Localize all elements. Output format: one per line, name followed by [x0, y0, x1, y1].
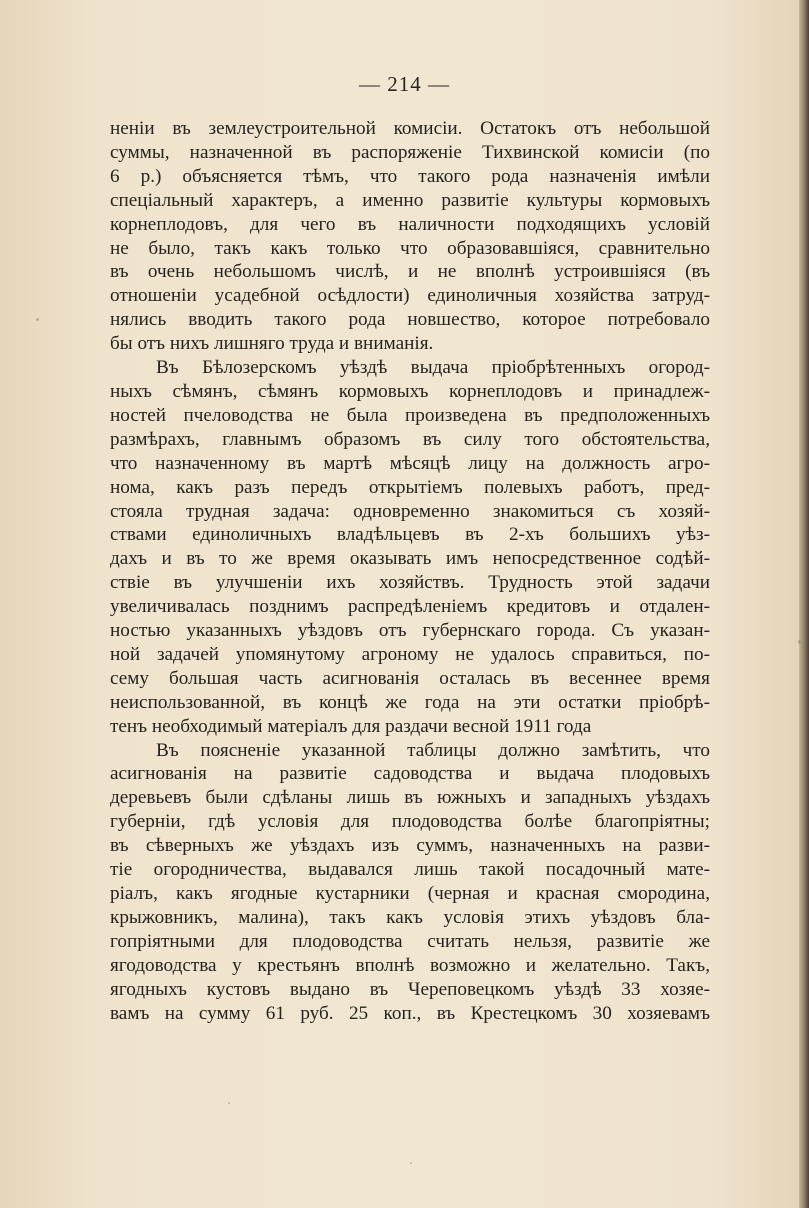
page-edge-shadow: [799, 0, 809, 1208]
text-line: нома, какъ разъ передъ открытіемъ полевыхъ работъ, пред-: [110, 476, 710, 498]
text-line: вамъ на сумму 61 руб. 25 коп., въ Крестецкомъ 30 хозяевамъ: [110, 1002, 710, 1024]
text-line: Въ Бѣлозерскомъ уѣздѣ выдача пріобрѣтенныхъ огород-: [156, 357, 710, 379]
body-text: [110, 117, 710, 1025]
text-line: губерніи, гдѣ условія для плодоводства болѣе благопріятны;: [110, 811, 710, 833]
text-line: крыжовникъ, малина), такъ какъ условія этихъ уѣздовъ бла-: [110, 906, 710, 928]
text-line: размѣрахъ, главнымъ образомъ въ силу того обстоятельства,: [110, 428, 710, 450]
text-line: бы отъ нихъ лишняго труда и вниманія.: [110, 333, 434, 355]
text-line: ныхъ сѣмянъ, сѣмянъ кормовыхъ корнеплодовъ и принадлеж-: [110, 380, 710, 402]
text-line: гопріятными для плодоводства считать нельзя, развитіе же: [110, 930, 710, 952]
text-line: тенъ необходимый матеріалъ для раздачи весной 1911 года: [110, 715, 592, 737]
text-line: ностью указанныхъ уѣздовъ отъ губернскаго города. Съ указан-: [110, 620, 710, 642]
text-line: 6 р.) объясняется тѣмъ, что такого рода назначенія имѣли: [110, 165, 710, 187]
paper-speck: [228, 1102, 230, 1104]
text-line: отношеніи усадебной осѣдлости) единоличныя хозяйства затруд-: [110, 285, 710, 307]
page-number: — 214 —: [359, 72, 450, 96]
text-line: суммы, назначенной въ распоряженіе Тихвинской комисіи (по: [110, 141, 710, 163]
text-line: ріалъ, какъ ягодные кустарники (черная и красная смородина,: [110, 883, 710, 904]
text-line: сему большая часть асигнованія осталась въ весеннее время: [110, 667, 710, 689]
text-line: деревьевъ были сдѣланы лишь въ южныхъ и западныхъ уѣздахъ: [110, 787, 710, 809]
paper-speck: [410, 1162, 412, 1164]
text-line: Въ поясненіе указанной таблицы должно замѣтить, что: [156, 739, 710, 761]
text-line: въ сѣверныхъ же уѣздахъ изъ суммъ, назначенныхъ на разви-: [110, 835, 710, 857]
text-line: неиспользованной, въ концѣ же года на эти остатки пріобрѣ-: [110, 691, 710, 713]
text-line: что назначенному въ мартѣ мѣсяцѣ лицу на должность агро-: [110, 452, 710, 474]
text-line: ной задачей упомянутому агроному не удалось справиться, по-: [110, 643, 710, 665]
paper-speck: [36, 318, 39, 321]
text-line: ствіе въ улучшеніи ихъ хозяйствъ. Трудность этой задачи: [110, 572, 710, 594]
paper-speck: [798, 640, 801, 644]
text-line: не было, такъ какъ только что образовавшіяся, сравнительно: [110, 237, 710, 259]
text-line: тіе огородничества, выдавался лишь такой посадочный мате-: [110, 859, 710, 881]
text-line: увеличивалась позднимъ распредѣленіемъ кредитовъ и отдален-: [110, 596, 710, 618]
text-line: дахъ и въ то же время оказывать имъ непосредственное содѣй-: [110, 548, 710, 570]
text-line: неніи въ землеустроительной комисіи. Остатокъ отъ небольшой: [110, 118, 710, 139]
text-line: корнеплодовъ, для чего въ наличности подходящихъ условій: [110, 213, 710, 235]
text-line: нялись вводить такого рода новшество, которое потребовало: [110, 309, 710, 331]
text-line: ягодныхъ кустовъ выдано въ Череповецкомъ уѣздѣ 33 хозяе-: [110, 978, 710, 1000]
text-line: ствами единоличныхъ владѣльцевъ въ 2-хъ большихъ уѣз-: [110, 524, 710, 546]
text-line: въ очень небольшомъ числѣ, и не вполнѣ устроившіяся (въ: [110, 261, 710, 283]
text-line: ностей пчеловодства не была произведена въ предположенныхъ: [110, 404, 710, 426]
text-line: асигнованія на развитіе садоводства и выдача плодовыхъ: [110, 763, 710, 785]
text-line: стояла трудная задача: одновременно знакомиться съ хозяй-: [110, 500, 710, 522]
text-line: ягодоводства у крестьянъ вполнѣ возможно и желательно. Такъ,: [110, 954, 710, 976]
text-line: спеціальный характеръ, а именно развитіе культуры кормовыхъ: [110, 189, 710, 211]
